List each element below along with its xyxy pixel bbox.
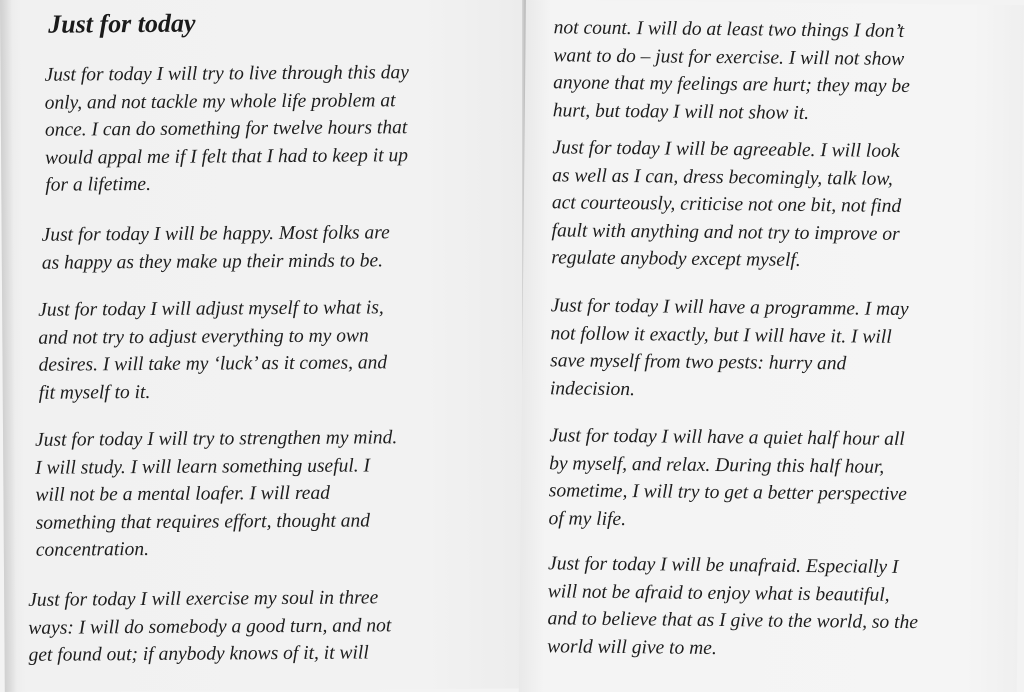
paragraph-programme: Just for today I will have a programme. I may not follow it exactly, but I will have it. I will save myself from two pests: hurry and indecision. — [549, 295, 909, 400]
paragraph-strengthen-mind: Just for today I will try to strengthen my mind. I will study. I will learn something useful. I will not be a mental loafer. I will read something that requires effort, thought and concentration. — [35, 427, 398, 561]
paragraph-not-count: not count. I will do at least two things I don’t want to do – just for exercise. I will not show anyone that my feelings are hurt; they may be hurt, but today I will not show it. — [552, 17, 910, 124]
paragraph-be-unafraid: Just for today I will be unafraid. Especially I will not be afraid to enjoy what is beautiful, and to believe that as I give to the world, so the world will give to me. — [547, 553, 919, 659]
page-edge-shadow — [0, 0, 17, 692]
paragraph-be-happy: Just for today I will be happy. Most folks are as happy as they make up their minds to be. — [41, 222, 390, 274]
paragraph-adjust-myself: Just for today I will adjust myself to what is, and not try to adjust everything to my own desires. I will take my ‘luck’ as it comes, and fit myself to it. — [38, 297, 388, 404]
paragraph-exercise-soul: Just for today I will exercise my soul in three ways: I will do somebody a good turn, and not get found out; if anybody knows of it, it will — [28, 587, 392, 666]
paragraph-be-agreeable: Just for today I will be agreeable. I will look as well as I can, dress becomingly, talk low, act courteously, criticise not one bit, not find fault with anything and not try to improve or regulate anybody except myself. — [551, 137, 902, 271]
paragraph-quiet-half-hour: Just for today I will have a quiet half hour all by myself, and relax. During this half hour, sometime, I will try to get a better perspective of my life. — [548, 425, 907, 530]
right-page — [519, 0, 1024, 692]
paragraph-live-through-day: Just for today I will try to live through this day only, and not tackle my whole life problem at once. I can do something for twelve hours that would appal me if I felt that I had to keep it up for a lifetime. — [44, 62, 409, 196]
page-title: Just for today — [48, 8, 196, 39]
